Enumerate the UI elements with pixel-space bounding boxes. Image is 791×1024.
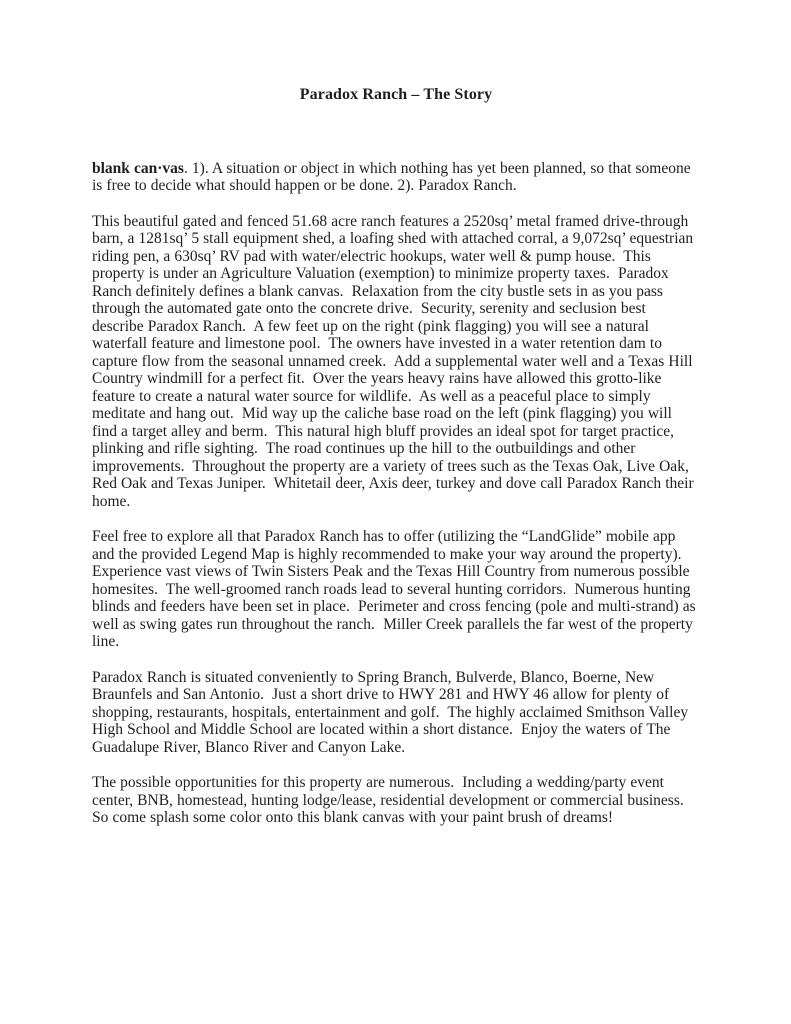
body-paragraph-opportunities: The possible opportunities for this property are numerous. Including a wedding/party event center, BNB, homestead, hunting lodge/lease, residential development or commercial business. So come splash some color onto this blank canvas with your paint brush of dreams!: [92, 774, 692, 826]
definition-body: . 1). A situation or object in which nothing has yet been planned, so that someone is free to decide what should happen or be done. 2). Paradox Ranch.: [92, 159, 695, 194]
definition-paragraph: [92, 160, 700, 195]
document-title: Paradox Ranch – The Story: [299, 86, 493, 103]
body-paragraph-property-description: This beautiful gated and fenced 51.68 acre ranch features a 2520sq’ metal framed drive-through barn, a 1281sq’ 5 stall equipment shed, a loafing shed with attached corral, a 9,072sq’ equestrian riding pen, a 630sq’ RV pad with water/electric hookups, water well & pump house. This property is under an Agriculture Valuation (exemption) to minimize property taxes. Paradox Ranch definitely defines a blank canvas. Relaxation from the city bustle sets in as you pass through the automated gate onto the concrete drive. Security, serenity and seclusion best describe Paradox Ranch. A few feet up on the right (pink flagging) you will see a natural waterfall feature and limestone pool. The owners have invested in a water retention dam to capture flow from the seasonal unnamed creek. Add a supplemental water well and a Texas Hill Country windmill for a perfect fit. Over the years heavy rains have allowed this grotto-like feature to create a natural water source for wildlife. As well as a peaceful place to simply meditate and hang out. Mid way up the caliche base road on the left (pink flagging) you will find a target alley and berm. This natural high bluff provides an ideal spot for target practice, plinking and rifle sighting. The road continues up the hill to the outbuildings and other improvements. Throughout the property are a variety of trees such as the Texas Oak, Live Oak, Red Oak and Texas Juniper. Whitetail deer, Axis deer, turkey and dove call Paradox Ranch their home.: [92, 212, 698, 510]
definition-term: blank can·vas: [92, 159, 184, 177]
body-paragraph-explore: Feel free to explore all that Paradox Ranch has to offer (utilizing the “LandGlide” mobile app and the provided Legend Map is highly recommended to make your way around the property). Experience vast views of Twin Sisters Peak and the Texas Hill Country from numerous possible homesites. The well-groomed ranch roads lead to several hunting corridors. Numerous hunting blinds and feeders have been set in place. Perimeter and cross fencing (pole and multi-strand) as well as swing gates run throughout the ranch. Miller Creek parallels the far west of the property line.: [92, 528, 700, 650]
body-paragraph-location: Paradox Ranch is situated conveniently to Spring Branch, Bulverde, Blanco, Boerne, New Braunfels and San Antonio. Just a short drive to HWY 281 and HWY 46 allow for plenty of shopping, restaurants, hospitals, entertainment and golf. The highly acclaimed Smithson Valley High School and Middle School are located within a short distance. Enjoy the waters of The Guadalupe River, Blanco River and Canyon Lake.: [92, 668, 693, 756]
